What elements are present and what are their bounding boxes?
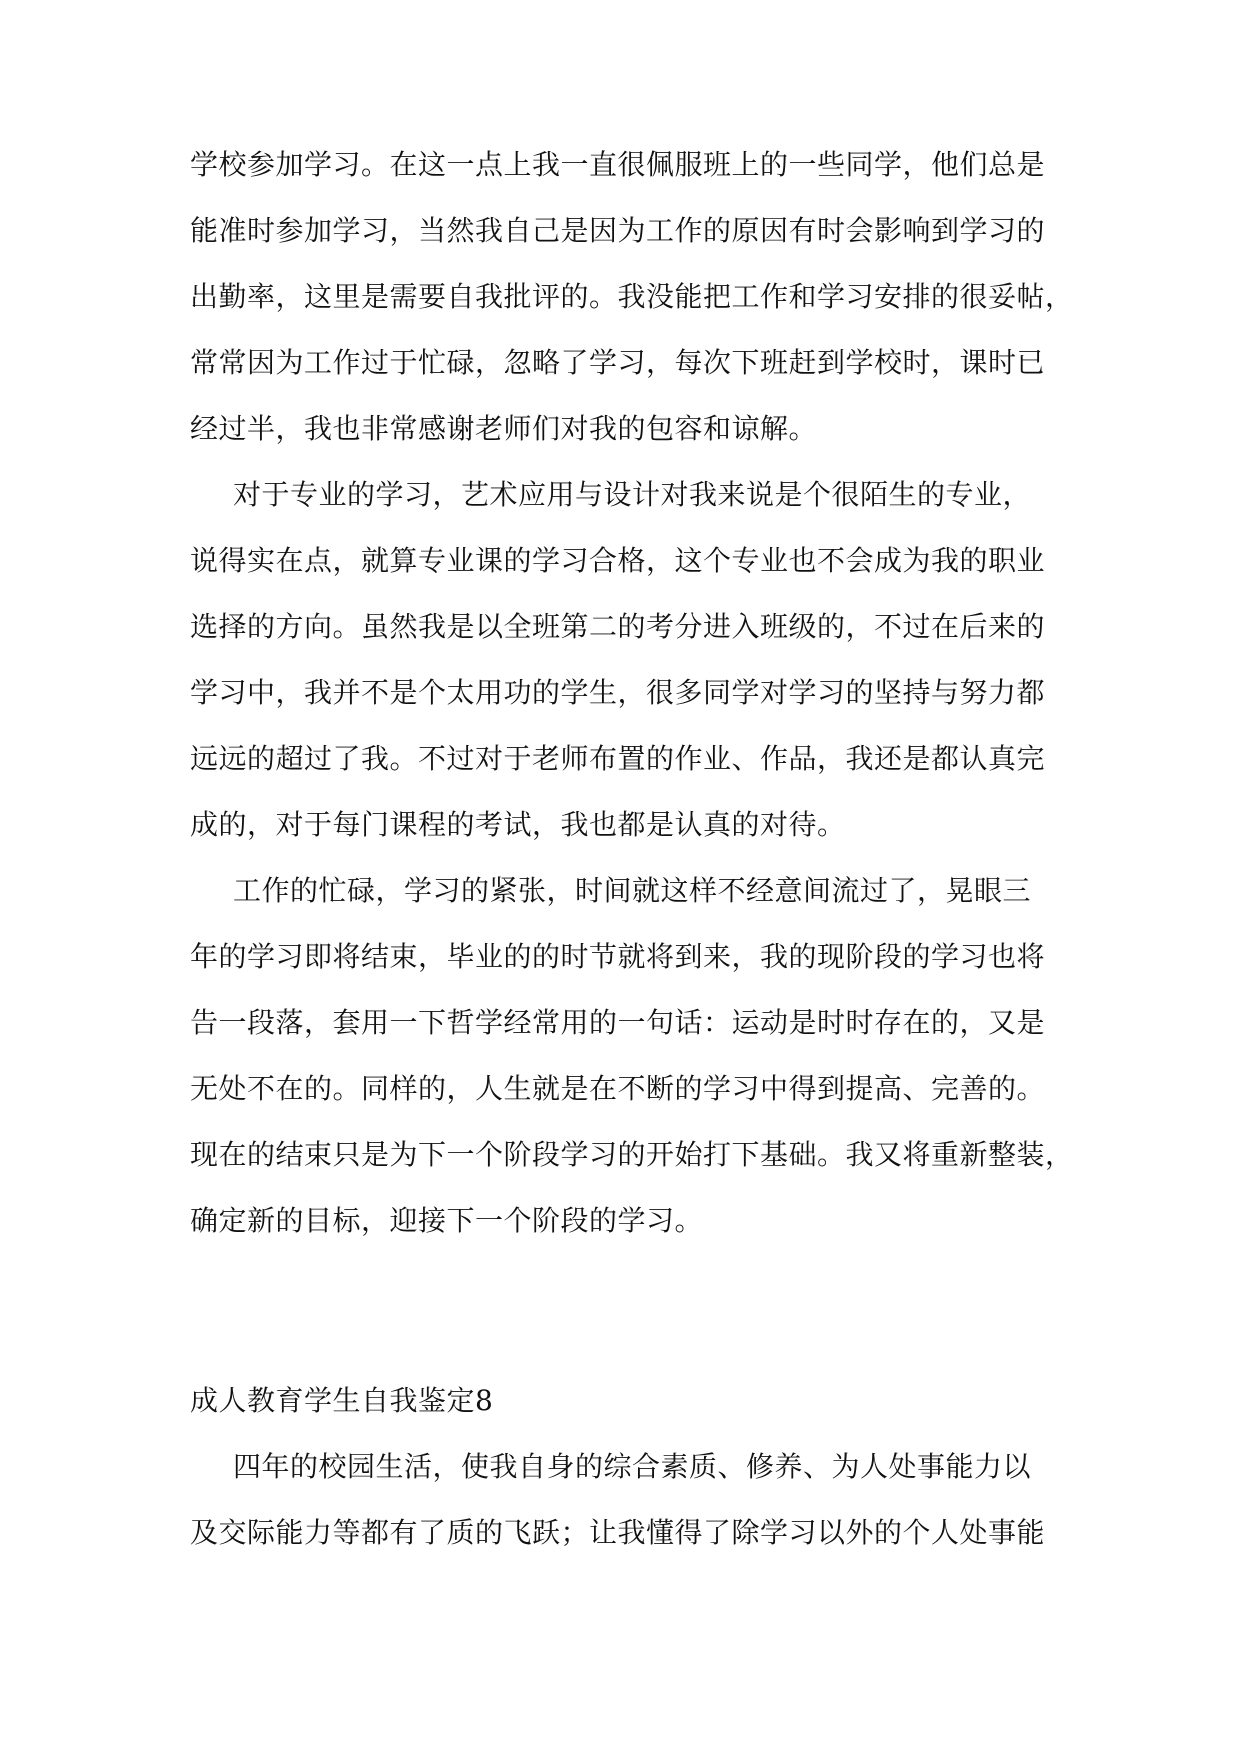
body-text-line: 能准时参加学习，当然我自己是因为工作的原因有时会影响到学习的 [190,214,1046,247]
body-text-line: 年的学习即将结束，毕业的的时节就将到来，我的现阶段的学习也将 [190,940,1046,973]
body-text-line: 现在的结束只是为下一个阶段学习的开始打下基础。我又将重新整装， [190,1138,1074,1171]
body-text-line: 告一段落，套用一下哲学经常用的一句话：运动是时时存在的，又是 [190,1006,1046,1039]
body-text-line: 无处不在的。同样的，人生就是在不断的学习中得到提高、完善的。 [190,1072,1046,1105]
body-text-line: 及交际能力等都有了质的飞跃；让我懂得了除学习以外的个人处事能 [190,1516,1046,1549]
paragraph-start-line: 四年的校园生活，使我自身的综合素质、修养、为人处事能力以 [233,1450,1032,1483]
body-text-line: 出勤率，这里是需要自我批评的。我没能把工作和学习安排的很妥帖， [190,280,1074,313]
paragraph-start-line: 对于专业的学习，艺术应用与设计对我来说是个很陌生的专业， [233,478,1032,511]
section-title: 成人教育学生自我鉴定8 [190,1384,494,1417]
body-text-line: 常常因为工作过于忙碌，忽略了学习，每次下班赶到学校时，课时已 [190,346,1046,379]
body-text-line: 选择的方向。虽然我是以全班第二的考分进入班级的，不过在后来的 [190,610,1046,643]
body-text-line: 学校参加学习。在这一点上我一直很佩服班上的一些同学，他们总是 [190,148,1046,181]
body-text-line: 成的，对于每门课程的考试，我也都是认真的对待。 [190,808,846,841]
body-text-line: 确定新的目标，迎接下一个阶段的学习。 [190,1204,704,1237]
body-text-line: 说得实在点，就算专业课的学习合格，这个专业也不会成为我的职业 [190,544,1046,577]
body-text-line: 远远的超过了我。不过对于老师布置的作业、作品，我还是都认真完 [190,742,1046,775]
paragraph-start-line: 工作的忙碌，学习的紧张，时间就这样不经意间流过了，晃眼三 [233,874,1032,907]
body-text-line: 经过半，我也非常感谢老师们对我的包容和谅解。 [190,412,818,445]
body-text-line: 学习中，我并不是个太用功的学生，很多同学对学习的坚持与努力都 [190,676,1046,709]
